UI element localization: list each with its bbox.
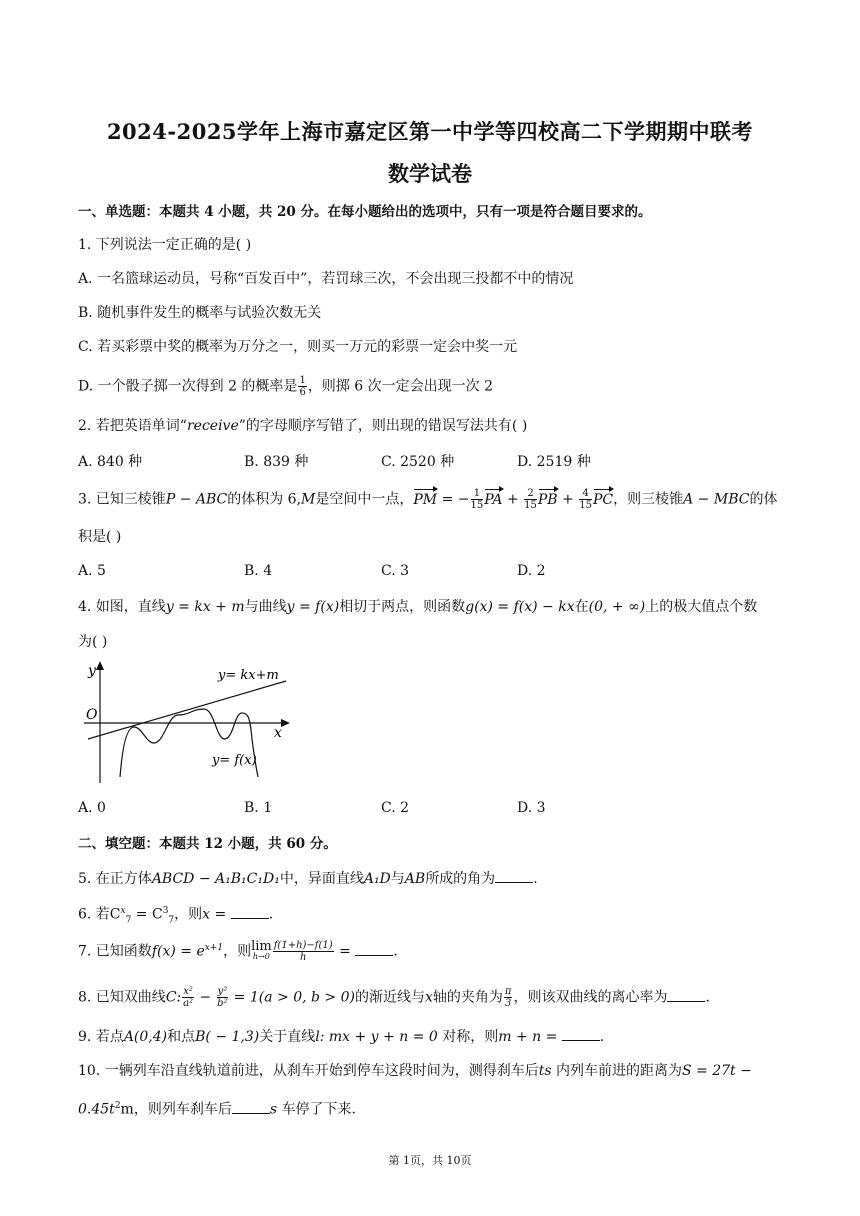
- q7-f-sup: x+1: [204, 943, 224, 953]
- q6-blank[interactable]: [231, 904, 269, 919]
- q3-f3d: 15: [579, 500, 592, 511]
- q2-option-a: A. 840 种: [78, 454, 143, 470]
- q6-eq: = C: [131, 906, 163, 923]
- q9-p3: 关于直线: [259, 1029, 316, 1045]
- q3-plus1: +: [502, 491, 524, 508]
- q7-lim-bot: h→0: [252, 951, 270, 961]
- q3-p1: 3. 已知三棱锥: [78, 491, 166, 508]
- q4-fig-o-label: O: [86, 707, 98, 723]
- q8: [78, 986, 710, 1009]
- q2-stem-pre: 2. 若把英语单词“: [78, 418, 187, 434]
- q6-sup2: 3: [162, 906, 169, 916]
- q7-p3: =: [334, 943, 356, 960]
- q7-p2: ，则: [223, 943, 252, 960]
- q9-blank[interactable]: [562, 1026, 600, 1041]
- q3-stem-line-1: [78, 488, 777, 511]
- q3-vec-pm: PM: [413, 491, 438, 508]
- q9-l: l: mx + y + n = 0: [315, 1029, 438, 1045]
- q1-stem: 1. 下列说法一定正确的是( ): [78, 237, 252, 253]
- q5-a1d: A₁D: [363, 871, 391, 887]
- q9-mn: m + n =: [498, 1029, 562, 1045]
- q10-line1-mid: 内列车前进的距离为: [551, 1063, 682, 1079]
- q4-stem-line-2: 为( ): [78, 634, 108, 650]
- q4-fig-curve-label: y= f(x): [212, 753, 257, 768]
- q3-p2: 的体积为 6,: [227, 491, 302, 508]
- q6: [78, 901, 273, 930]
- q5-cube: ABCD − A₁B₁C₁D₁: [151, 871, 280, 887]
- q7-lim-top: lim: [251, 938, 272, 954]
- q5-blank[interactable]: [495, 868, 533, 883]
- q6-end: .: [268, 906, 274, 923]
- q5-p1: 5. 在正方体: [78, 871, 152, 887]
- q7-lim: [251, 938, 272, 962]
- q1-d-pre: D. 一个骰子掷一次得到 2 的概率是: [78, 378, 298, 395]
- q5: [78, 868, 538, 889]
- q8-pin: π: [504, 986, 512, 997]
- q10-line2-b: ，则列车刹车后: [133, 1101, 232, 1118]
- q10-s: S = 27t −: [681, 1063, 752, 1079]
- q3-vec-pa: PA: [484, 491, 503, 508]
- q9-p4: 对称，则: [437, 1029, 499, 1045]
- q6-p3: =: [210, 906, 231, 923]
- q4-tangent-line: [88, 681, 286, 739]
- q1-option-d: [78, 375, 493, 398]
- q3-eq: = −: [437, 491, 470, 508]
- q7-fd: h: [299, 952, 307, 964]
- q3-vec-pb: PB: [537, 491, 558, 508]
- q1-option-c: C. 若买彩票中奖的概率为万分之一，则买一万元的彩票一定会中奖一元: [78, 339, 518, 355]
- q10-blank[interactable]: [232, 1099, 270, 1114]
- q1-d-fraction: [298, 375, 306, 398]
- q10-line2-m: m: [120, 1101, 134, 1118]
- q1-d-post: ，则掷 6 次一定会出现一次 2: [307, 378, 493, 395]
- section-2-header: 二、填空题：本题共 12 小题，共 60 分。: [78, 836, 337, 852]
- q3-frac-3: [579, 488, 592, 511]
- q8-minus: −: [194, 989, 216, 1006]
- q4-interval: (0, + ∞): [588, 599, 646, 615]
- q8-frac-pi: [504, 986, 513, 1009]
- q4-p2: 与曲线: [244, 599, 287, 615]
- q7-f: f(x) = e: [151, 943, 205, 960]
- q6-sub2: 7: [168, 915, 175, 926]
- q7: [78, 938, 398, 963]
- q6-x: x: [202, 906, 211, 923]
- q5-p4: 所成的角为: [425, 871, 496, 887]
- q9-end: .: [599, 1029, 605, 1045]
- q3-f2n: 2: [524, 488, 537, 500]
- q4-x-arrow: [281, 719, 290, 727]
- q4-stem-line-1: [78, 597, 757, 617]
- q5-p3: 与: [390, 871, 405, 887]
- q1-option-a: A. 一名篮球运动员，号称“百发百中”，若罚球三次，不会出现三投都不中的情况: [78, 271, 574, 287]
- q8-frac-x: [182, 986, 194, 1009]
- q8-p2: 的渐近线与: [354, 989, 425, 1006]
- q9: [78, 1026, 604, 1047]
- q3-p3: 是空间中一点，: [315, 491, 414, 508]
- q8-p3: 轴的夹角为: [432, 989, 503, 1006]
- q3-stem-line-2: 积是( ): [78, 529, 122, 545]
- q8-p1: 8. 已知双曲线: [78, 989, 166, 1006]
- q2-option-d: D. 2519 种: [517, 454, 591, 470]
- q4-line-eq: y = kx + m: [165, 599, 245, 615]
- q3-option-b: B. 4: [244, 563, 273, 579]
- q3-m: M: [301, 491, 316, 508]
- title-line-2: 数学试卷: [388, 161, 472, 186]
- q4-p3: 相切于两点，则函数: [339, 599, 466, 615]
- q4-option-b: B. 1: [244, 800, 273, 816]
- q3-vec-pc: PC: [592, 491, 614, 508]
- q3-option-d: D. 2: [517, 563, 546, 579]
- q8-p4: ，则该双曲线的离心率为: [513, 989, 668, 1006]
- q10-line-1: [78, 1061, 752, 1081]
- q4-fig-line-label: y= kx+m: [218, 668, 279, 683]
- q6-sub1: 7: [125, 915, 132, 926]
- title-line-1: 2024-2025学年上海市嘉定区第一中学等四校高二下学期期中联考: [106, 119, 754, 144]
- q5-end: .: [533, 871, 538, 887]
- q4-fig-x-label: x: [274, 725, 282, 741]
- q3-f1n: 1: [471, 488, 484, 500]
- q4-g-eq: g(x) = f(x) − kx: [465, 599, 575, 615]
- q10-line2-a: 0.45t: [78, 1101, 115, 1118]
- q8-end: .: [705, 989, 710, 1006]
- q9-a: A(0,4): [123, 1029, 168, 1045]
- q4-option-c: C. 2: [381, 800, 410, 816]
- q3-ambc: A − MBC: [683, 491, 750, 508]
- q8-eq: = 1(a > 0, b > 0): [229, 989, 355, 1006]
- q3-p4: ，则三棱锥: [613, 491, 684, 508]
- q6-p2: ，则: [174, 906, 203, 923]
- q4-p1: 4. 如图，直线: [78, 599, 166, 615]
- q10-line2-d: 车停了下来.: [277, 1101, 356, 1118]
- q8-y2d: b²: [217, 998, 228, 1009]
- q1-option-b: B. 随机事件发生的概率与试验次数无关: [78, 305, 322, 321]
- q9-b: B( − 1,3): [195, 1029, 260, 1045]
- q5-ab: AB: [404, 871, 426, 887]
- q3-option-c: C. 3: [381, 563, 410, 579]
- q4-option-a: A. 0: [78, 800, 106, 816]
- q2-option-b: B. 839 种: [244, 454, 309, 470]
- q3-pabc: P − ABC: [165, 491, 228, 508]
- q8-y2n: y²: [217, 986, 228, 997]
- q3-frac-1: [471, 488, 484, 511]
- q10-line2-c: s: [269, 1101, 278, 1118]
- q2-option-c: C. 2520 种: [381, 454, 455, 470]
- q10-ts: ts: [538, 1063, 552, 1079]
- q6-sup1: x: [120, 906, 126, 916]
- q9-p2: 和点: [167, 1029, 196, 1045]
- q1-d-den: 6: [299, 387, 306, 398]
- q10-line2-sup: 2: [114, 1101, 121, 1111]
- q7-end: .: [393, 943, 398, 960]
- q3-option-a: A. 5: [78, 563, 106, 579]
- q9-p1: 9. 若点: [78, 1029, 124, 1045]
- q8-blank[interactable]: [667, 987, 705, 1002]
- q8-c: C:: [165, 989, 182, 1006]
- q7-fn: f(1+h)−f(1): [273, 940, 333, 952]
- q10-line-2: [78, 1096, 356, 1120]
- q3-p5: 的体: [749, 491, 778, 508]
- q4-fig-y-label: y: [88, 663, 96, 679]
- q2-stem-post: ”的字母顺序写错了，则出现的错误写法共有( ): [238, 418, 528, 434]
- q2-word: receive: [186, 418, 239, 434]
- q3-f1d: 15: [470, 500, 484, 511]
- page-footer: 第 1页，共 10页: [388, 1154, 472, 1167]
- q3-plus2: +: [557, 491, 579, 508]
- q8-frac-y: [217, 986, 229, 1009]
- q7-frac: [273, 940, 334, 963]
- q5-p2: 中，异面直线: [279, 871, 364, 887]
- q4-curve-eq: y = f(x): [286, 599, 340, 615]
- q10-line1-pre: 10. 一辆列车沿直线轨道前进，从刹车开始到停车这段时间为，测得刹车后: [78, 1063, 539, 1079]
- q6-p1: 6. 若C: [78, 906, 121, 923]
- q8-x2n: x²: [183, 986, 193, 997]
- q4-p4: 在: [574, 599, 589, 615]
- q4-y-arrow: [96, 661, 104, 670]
- section-1-header: 一、单选题：本题共 4 小题，共 20 分。在每小题给出的选项中，只有一项是符合题目要求的。: [78, 204, 652, 220]
- q1-d-num: 1: [299, 375, 306, 386]
- q7-p1: 7. 已知函数: [78, 943, 152, 960]
- q4-figure: [76, 657, 306, 787]
- q4-p5: 上的极大值点个数: [645, 599, 758, 615]
- q2-stem: [78, 416, 527, 436]
- q3-frac-2: [524, 488, 537, 511]
- q8-x2d: a²: [183, 998, 194, 1009]
- q7-blank[interactable]: [355, 941, 393, 956]
- q3-f3n: 4: [579, 488, 592, 500]
- q3-f2d: 15: [524, 500, 537, 511]
- q4-option-d: D. 3: [517, 800, 546, 816]
- q8-pid: 3: [504, 998, 512, 1009]
- q8-x: x: [424, 989, 433, 1006]
